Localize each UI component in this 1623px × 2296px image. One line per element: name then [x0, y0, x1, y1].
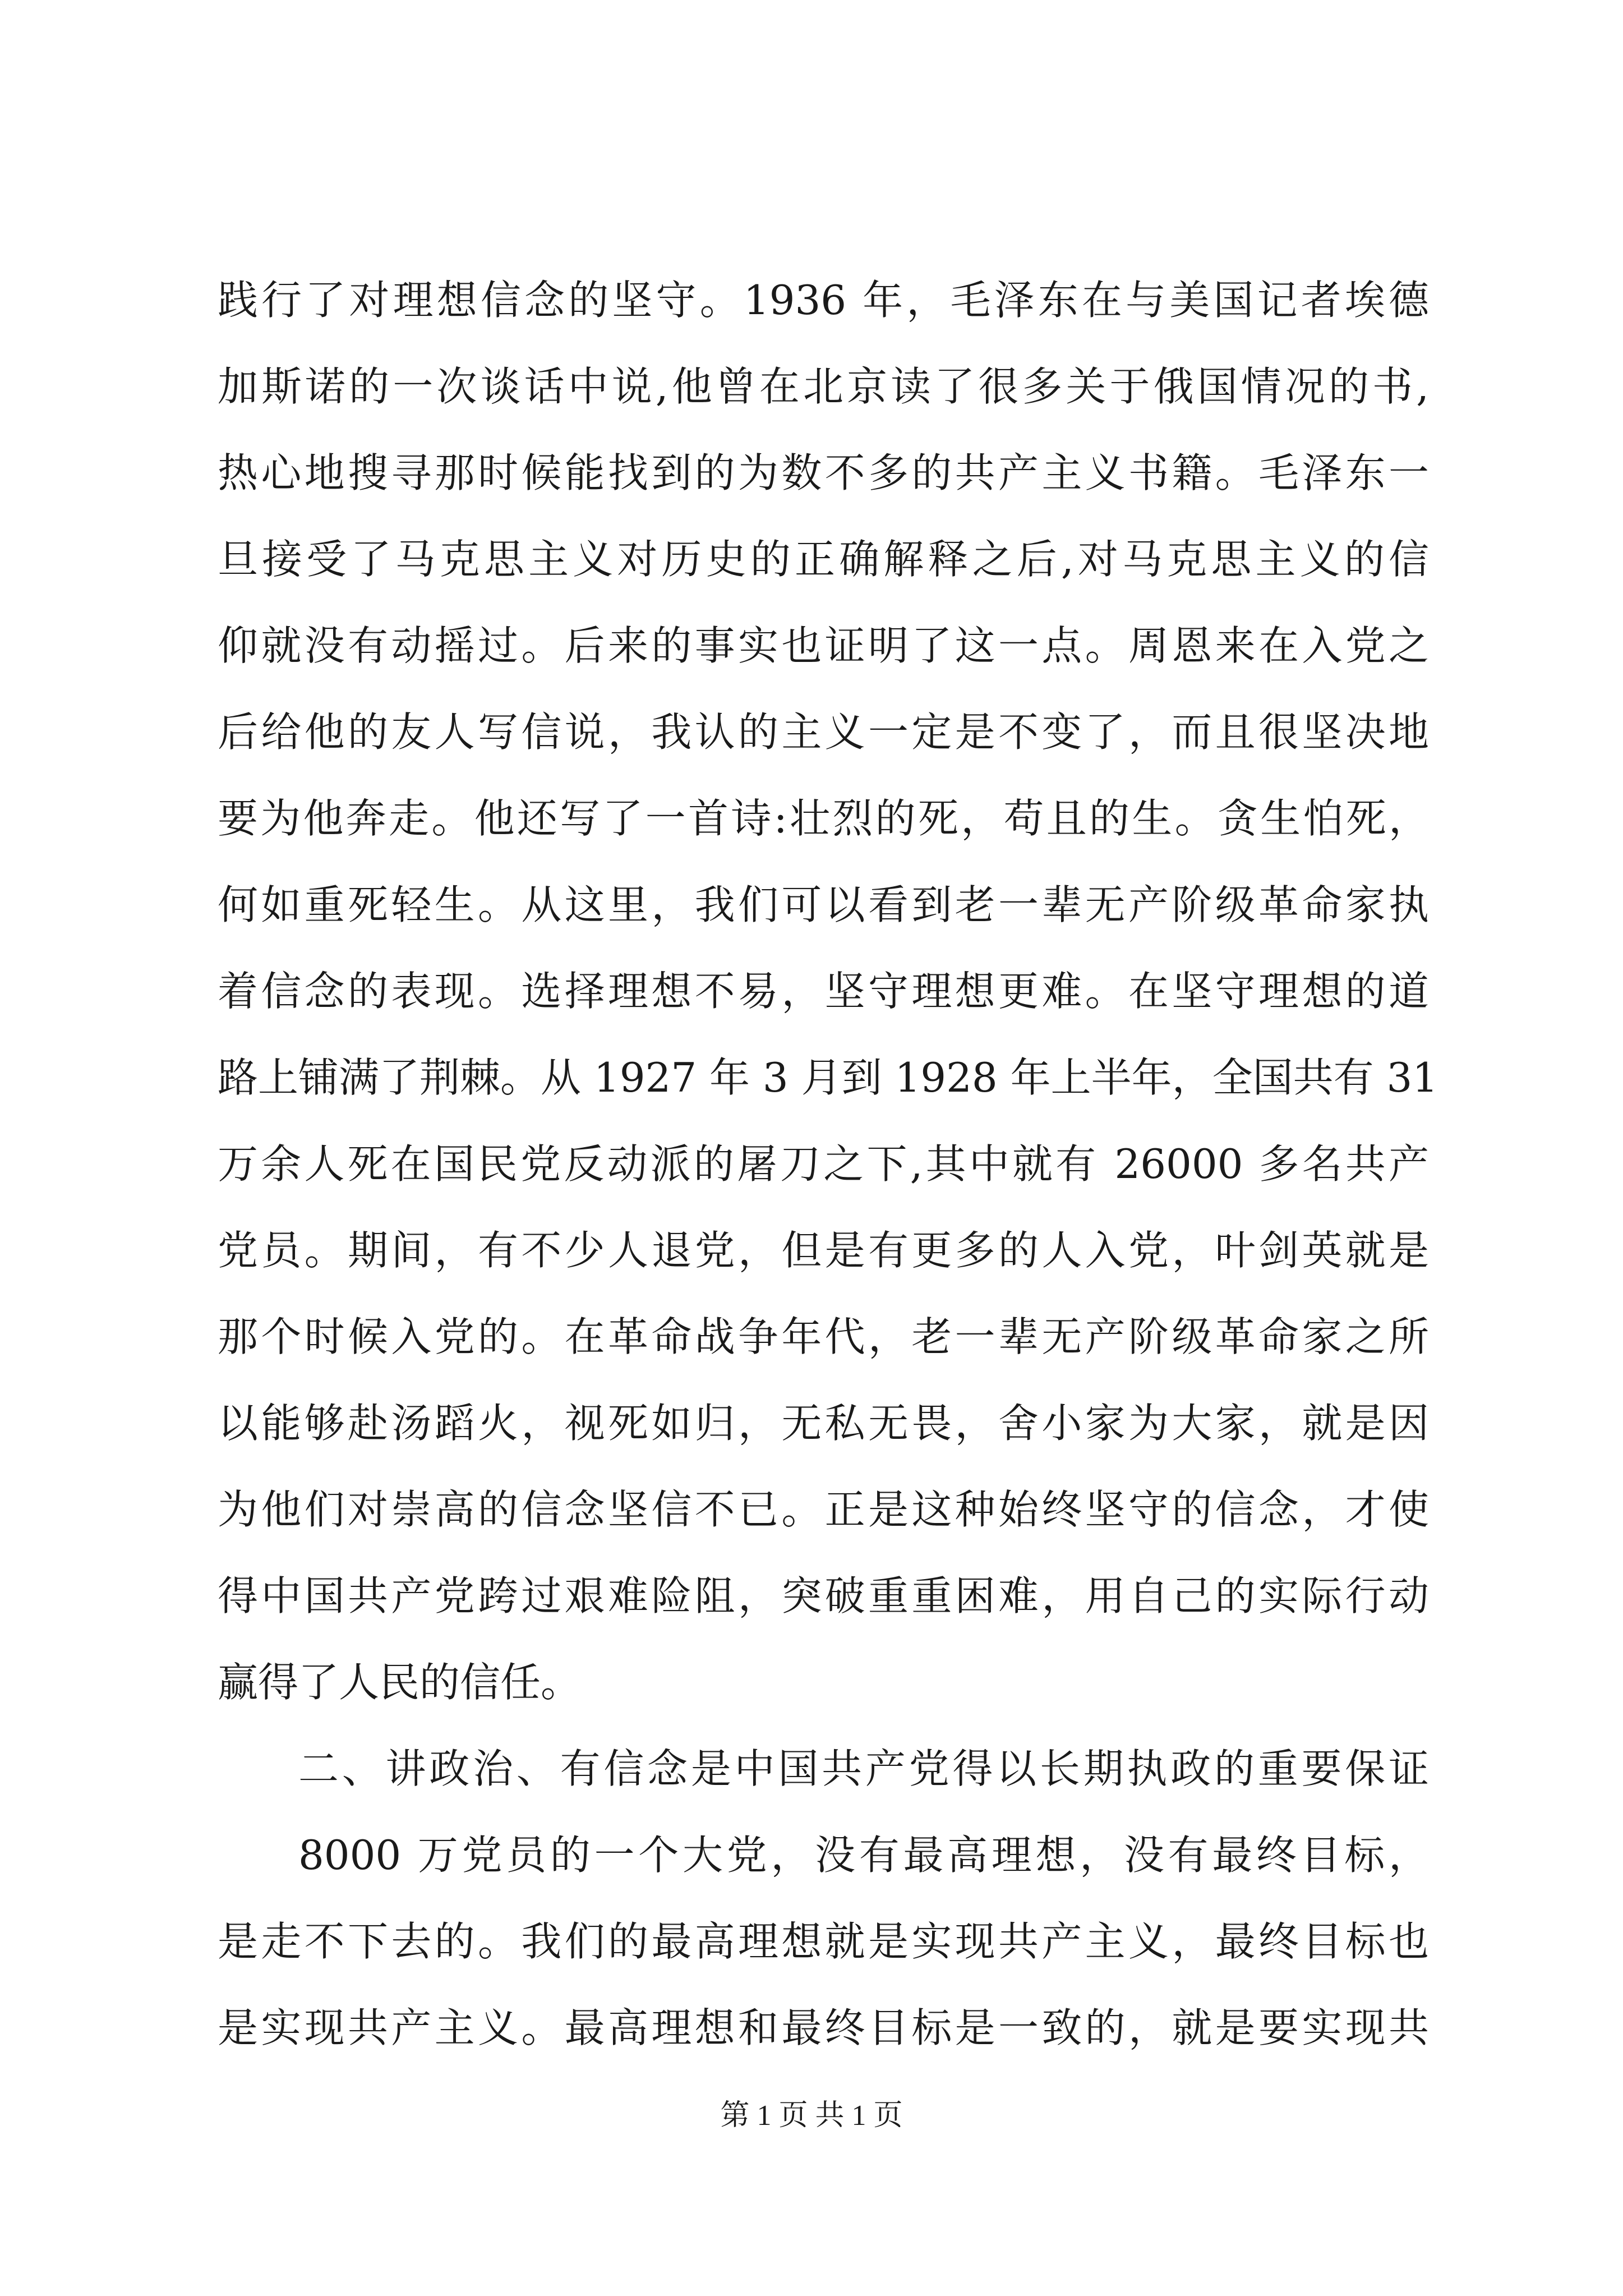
text-line-7: 要为他奔走。他还写了一首诗:壮烈的死，苟且的生。贪生怕死， — [218, 795, 1429, 842]
text-line-17: 赢得了人民的信任。 — [218, 1659, 582, 1706]
body-text — [218, 257, 1438, 2071]
text-line-1: 践行了对理想信念的坚守。1936 年，毛泽东在与美国记者埃德 — [218, 277, 1429, 324]
text-line-11: 万余人死在国民党反动派的屠刀之下,其中就有 26000 多名共产 — [218, 1140, 1429, 1188]
text-line-13: 那个时候入党的。在革命战争年代，老一辈无产阶级革命家之所 — [218, 1313, 1429, 1360]
section-heading: 二、讲政治、有信念是中国共产党得以长期执政的重要保证 — [298, 1745, 1429, 1792]
page-footer — [0, 2091, 1623, 2133]
text-line-16: 得中国共产党跨过艰难险阻，突破重重困难，用自己的实际行动 — [218, 1572, 1429, 1619]
text-line-5: 仰就没有动摇过。后来的事实也证明了这一点。周恩来在入党之 — [218, 622, 1429, 669]
text-line-20: 是走不下去的。我们的最高理想就是实现共产主义，最终目标也 — [218, 1918, 1429, 1965]
text-line-21: 是实现共产主义。最高理想和最终目标是一致的，就是要实现共 — [218, 2004, 1429, 2051]
text-line-15: 为他们对崇高的信念坚信不已。正是这种始终坚守的信念，才使 — [218, 1486, 1429, 1533]
text-line-10: 路上铺满了荆棘。从 1927 年 3 月到 1928 年上半年，全国共有 31 — [218, 1054, 1438, 1101]
text-line-8: 何如重死轻生。从这里，我们可以看到老一辈无产阶级革命家执 — [218, 881, 1429, 928]
text-line-14: 以能够赴汤蹈火，视死如归，无私无畏，舍小家为大家，就是因 — [218, 1400, 1429, 1447]
text-line-19: 8000 万党员的一个大党，没有最高理想，没有最终目标， — [298, 1832, 1429, 1879]
page-number: 第 1 页 共 1 页 — [720, 2100, 903, 2132]
text-line-6: 后给他的友人写信说，我认的主义一定是不变了，而且很坚决地 — [218, 708, 1429, 756]
text-line-2: 加斯诺的一次谈话中说,他曾在北京读了很多关于俄国情况的书, — [218, 363, 1429, 410]
text-line-9: 着信念的表现。选择理想不易，坚守理想更难。在坚守理想的道 — [218, 968, 1429, 1015]
text-line-12: 党员。期间，有不少人退党，但是有更多的人入党，叶剑英就是 — [218, 1227, 1429, 1274]
text-line-3: 热心地搜寻那时候能找到的为数不多的共产主义书籍。毛泽东一 — [218, 449, 1429, 496]
text-line-4: 旦接受了马克思主义对历史的正确解释之后,对马克思主义的信 — [218, 536, 1429, 583]
